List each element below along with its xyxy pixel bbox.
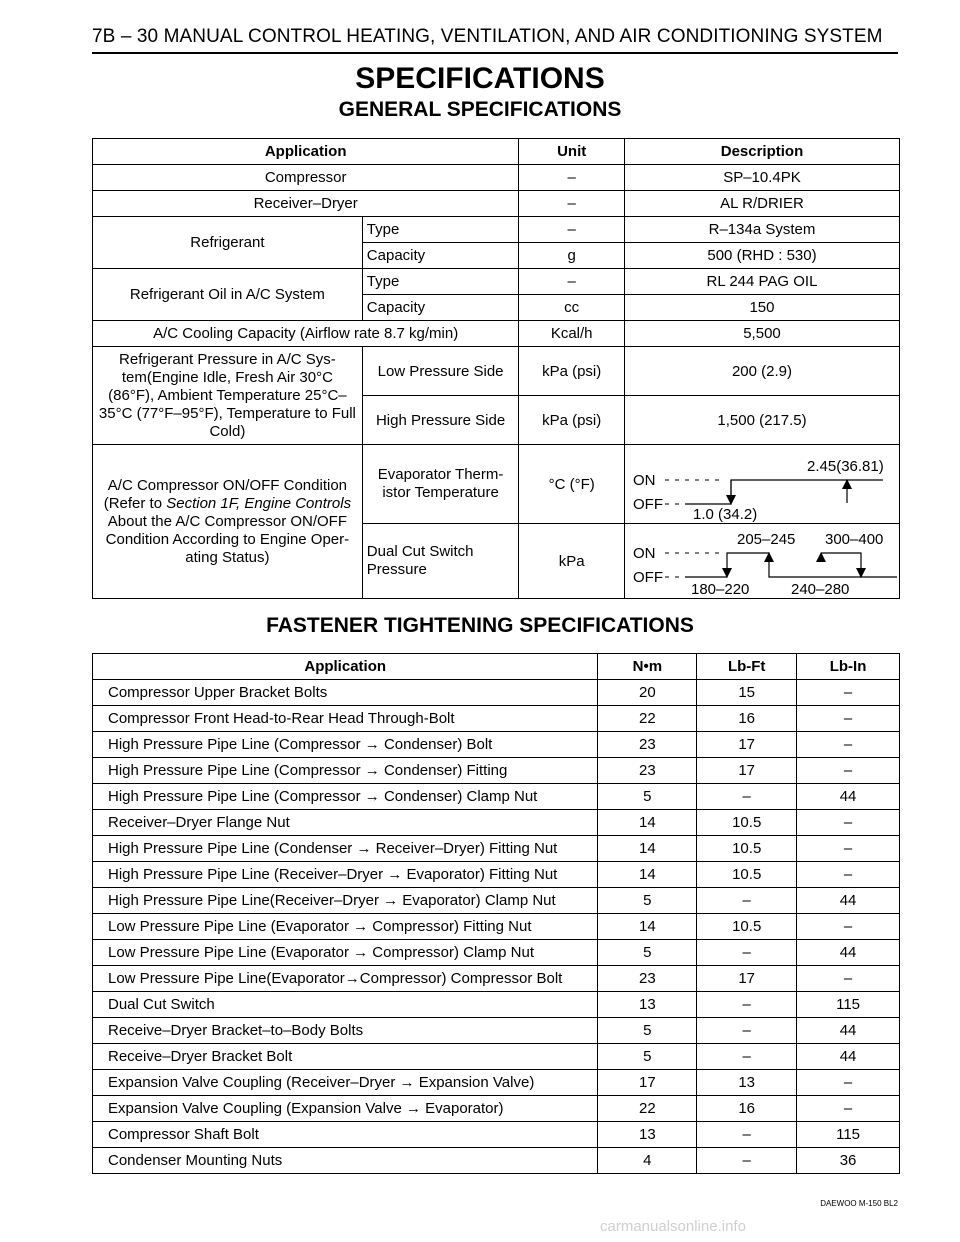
cell-description: 200 (2.9) [624,347,899,396]
cell-lbin: 115 [797,1122,900,1148]
cell-application: Low Pressure Pipe Line (Evaporator → Compressor) Clamp Nut [93,940,598,966]
on-high-label: 300–400 [824,531,884,548]
cell-lbin: – [797,966,900,992]
cell-description: 5,500 [624,321,899,347]
cell-nm: 22 [598,706,697,732]
table-row [93,217,900,243]
cell-lbft: – [697,940,797,966]
off-high-label: 240–280 [790,581,850,598]
cell-lbft: – [697,1122,797,1148]
cell-nm: 23 [598,732,697,758]
cell-nm: 5 [598,784,697,810]
table-row [93,1148,900,1174]
cell-lbin: 44 [797,940,900,966]
cell-subitem: Capacity [362,243,519,269]
cell-description: SP–10.4PK [624,165,899,191]
cell-lbin: – [797,732,900,758]
cell-application: Receiver–Dryer Flange Nut [93,810,598,836]
table-row [93,914,900,940]
cell-lbft: 17 [697,732,797,758]
cell-unit: – [519,269,625,295]
cell-application: Compressor Upper Bracket Bolts [93,680,598,706]
table-header-row [93,139,900,165]
cell-application: Compressor [93,165,519,191]
dual-cut-switch-diagram [624,524,899,599]
cell-lbft: 10.5 [697,862,797,888]
cell-subitem: Dual Cut Switch Pressure [362,524,519,599]
table-row [93,165,900,191]
table-row [93,758,900,784]
cell-lbin: – [797,1070,900,1096]
table-row [93,992,900,1018]
cell-lbft: – [697,992,797,1018]
onoff-refer-section: Section 1F, Engine Controls [166,494,352,512]
cell-unit: cc [519,295,625,321]
cell-application: High Pressure Pipe Line(Receiver–Dryer → Evaporator) Clamp Nut [93,888,598,914]
cell-unit: – [519,165,625,191]
header-rule [92,52,898,54]
cell-unit: kPa (psi) [519,396,625,445]
cell-application: Expansion Valve Coupling (Expansion Valve → Evaporator) [93,1096,598,1122]
cell-application: Receive–Dryer Bracket–to–Body Bolts [93,1018,598,1044]
low-cut-line [685,553,861,577]
cell-description: 500 (RHD : 530) [624,243,899,269]
cell-application: High Pressure Pipe Line (Condenser → Receiver–Dryer) Fitting Nut [93,836,598,862]
cell-application: Compressor Front Head-to-Rear Head Through-Bolt [93,706,598,732]
cell-nm: 14 [598,914,697,940]
cell-application: Receiver–Dryer [93,191,519,217]
cell-lbin: – [797,810,900,836]
col-header-application: Application [93,139,519,165]
cell-lbin: 44 [797,888,900,914]
cell-nm: 14 [598,836,697,862]
cell-subitem: Capacity [362,295,519,321]
cell-unit: °C (°F) [519,445,625,524]
cell-nm: 5 [598,888,697,914]
diagram-off-label: OFF [632,569,663,586]
cell-lbft: – [697,888,797,914]
cell-application: High Pressure Pipe Line (Compressor → Condenser) Clamp Nut [93,784,598,810]
cell-lbft: – [697,1018,797,1044]
cell-application: High Pressure Pipe Line (Receiver–Dryer → Evaporator) Fitting Nut [93,862,598,888]
cell-lbft: 16 [697,1096,797,1122]
table-row [93,836,900,862]
cell-nm: 17 [598,1070,697,1096]
cell-application: Dual Cut Switch [93,992,598,1018]
table-row [93,732,900,758]
col-header-application: Application [93,654,598,680]
cell-subitem: Low Pressure Side [362,347,519,396]
cell-subitem: Type [362,217,519,243]
footer-model: DAEWOO M-150 BL2 [820,1199,898,1208]
cell-nm: 5 [598,940,697,966]
table-row [93,810,900,836]
cell-unit: kPa [519,524,625,599]
watermark: carmanualsonline.info [600,1218,746,1235]
cell-description: 1,500 (217.5) [624,396,899,445]
cell-lbft: 10.5 [697,836,797,862]
cell-lbin: 36 [797,1148,900,1174]
cell-application: Low Pressure Pipe Line(Evaporator→Compressor) Compressor Bolt [93,966,598,992]
cell-application: Condenser Mounting Nuts [93,1148,598,1174]
cell-lbft: – [697,1148,797,1174]
cell-lbin: – [797,862,900,888]
off-low-label: 180–220 [690,581,750,598]
table-row [93,321,900,347]
cell-lbin: 44 [797,1018,900,1044]
table-row [93,862,900,888]
cell-lbin: – [797,706,900,732]
cell-unit: – [519,191,625,217]
cell-lbin: – [797,680,900,706]
cell-nm: 23 [598,758,697,784]
page-header: 7B – 30 MANUAL CONTROL HEATING, VENTILATION, AND AIR CONDITIONING SYSTEM [92,26,883,47]
cell-lbft: 10.5 [697,810,797,836]
cell-nm: 13 [598,992,697,1018]
cell-lbin: – [797,1096,900,1122]
table-row [93,445,900,524]
cell-nm: 4 [598,1148,697,1174]
table-row [93,940,900,966]
col-header-nm: N•m [598,654,697,680]
cell-application: High Pressure Pipe Line (Compressor → Condenser) Bolt [93,732,598,758]
cell-lbft: 10.5 [697,914,797,940]
onoff-refer: (Refer to [103,494,167,512]
cell-lbin: – [797,758,900,784]
cell-application: High Pressure Pipe Line (Compressor → Condenser) Fitting [93,758,598,784]
cell-application: Receive–Dryer Bracket Bolt [93,1044,598,1070]
table-row [93,706,900,732]
table-row [93,1096,900,1122]
cell-lbin: – [797,914,900,940]
evaporator-onoff-diagram [624,445,899,524]
table-row [93,269,900,295]
table-row [93,191,900,217]
table-row [93,1044,900,1070]
table-row [93,966,900,992]
table-row [93,1070,900,1096]
diagram-on-label: ON [632,472,656,489]
cell-application: Refrigerant Oil in A/C System [93,269,363,321]
col-header-unit: Unit [519,139,625,165]
table-row [93,1122,900,1148]
cell-description: RL 244 PAG OIL [624,269,899,295]
cell-description: 150 [624,295,899,321]
general-specifications-table [92,138,900,599]
table-row [93,347,900,396]
cell-nm: 22 [598,1096,697,1122]
col-header-description: Description [624,139,899,165]
fastener-specifications-table [92,653,900,1174]
table-row [93,680,900,706]
cell-lbft: – [697,784,797,810]
hysteresis-line [685,480,883,504]
cell-application: Refrigerant [93,217,363,269]
col-header-lbft: Lb-Ft [697,654,797,680]
cell-nm: 5 [598,1018,697,1044]
cell-description: R–134a System [624,217,899,243]
page-title: SPECIFICATIONS [355,62,605,95]
cell-description: AL R/DRIER [624,191,899,217]
cell-nm: 14 [598,862,697,888]
cell-lbin: 115 [797,992,900,1018]
on-low-label: 205–245 [736,531,796,548]
cell-lbin: 44 [797,784,900,810]
cell-subitem: Type [362,269,519,295]
section-title-general: GENERAL SPECIFICATIONS [338,98,622,121]
on-value-label: 2.45(36.81) [806,458,884,475]
col-header-lbin: Lb-In [797,654,900,680]
table-header-row [93,654,900,680]
off-value-label: 1.0 (34.2) [692,506,758,523]
cell-unit: kPa (psi) [519,347,625,396]
cell-lbft: 15 [697,680,797,706]
cell-nm: 23 [598,966,697,992]
onoff-rest: About the A/C Compressor ON/OFF Condition According to Engine Operating Status) [105,512,350,566]
cell-lbft: – [697,1044,797,1070]
section-title-fastener: FASTENER TIGHTENING SPECIFICATIONS [266,614,694,637]
cell-unit: Kcal/h [519,321,625,347]
table-row [93,784,900,810]
cell-nm: 14 [598,810,697,836]
cell-application: Expansion Valve Coupling (Receiver–Dryer → Expansion Valve) [93,1070,598,1096]
cell-nm: 13 [598,1122,697,1148]
cell-application: Compressor Shaft Bolt [93,1122,598,1148]
cell-unit: – [519,217,625,243]
cell-subitem: High Pressure Side [362,396,519,445]
cell-lbft: 17 [697,966,797,992]
cell-nm: 20 [598,680,697,706]
cell-lbin: – [797,836,900,862]
cell-lbin: 44 [797,1044,900,1070]
cell-application-onoff [93,445,363,599]
cell-lbft: 16 [697,706,797,732]
cell-unit: g [519,243,625,269]
cell-nm: 5 [598,1044,697,1070]
cell-subitem: Evaporator Thermistor Temperature [362,445,519,524]
table-row [93,888,900,914]
cell-lbft: 13 [697,1070,797,1096]
cell-application: Low Pressure Pipe Line (Evaporator → Compressor) Fitting Nut [93,914,598,940]
diagram-off-label: OFF [632,496,663,513]
onoff-line1: A/C Compressor ON/OFF Condition [107,476,348,494]
diagram-on-label: ON [632,545,656,562]
cell-lbft: 17 [697,758,797,784]
cell-application: Refrigerant Pressure in A/C System(Engine Idle, Fresh Air 30°C (86°F), Ambient Temperature 25°C–35°C (77°F–95°F), Temperature to Full Cold) [93,347,363,445]
table-row [93,1018,900,1044]
cell-application: A/C Cooling Capacity (Airflow rate 8.7 kg/min) [93,321,519,347]
